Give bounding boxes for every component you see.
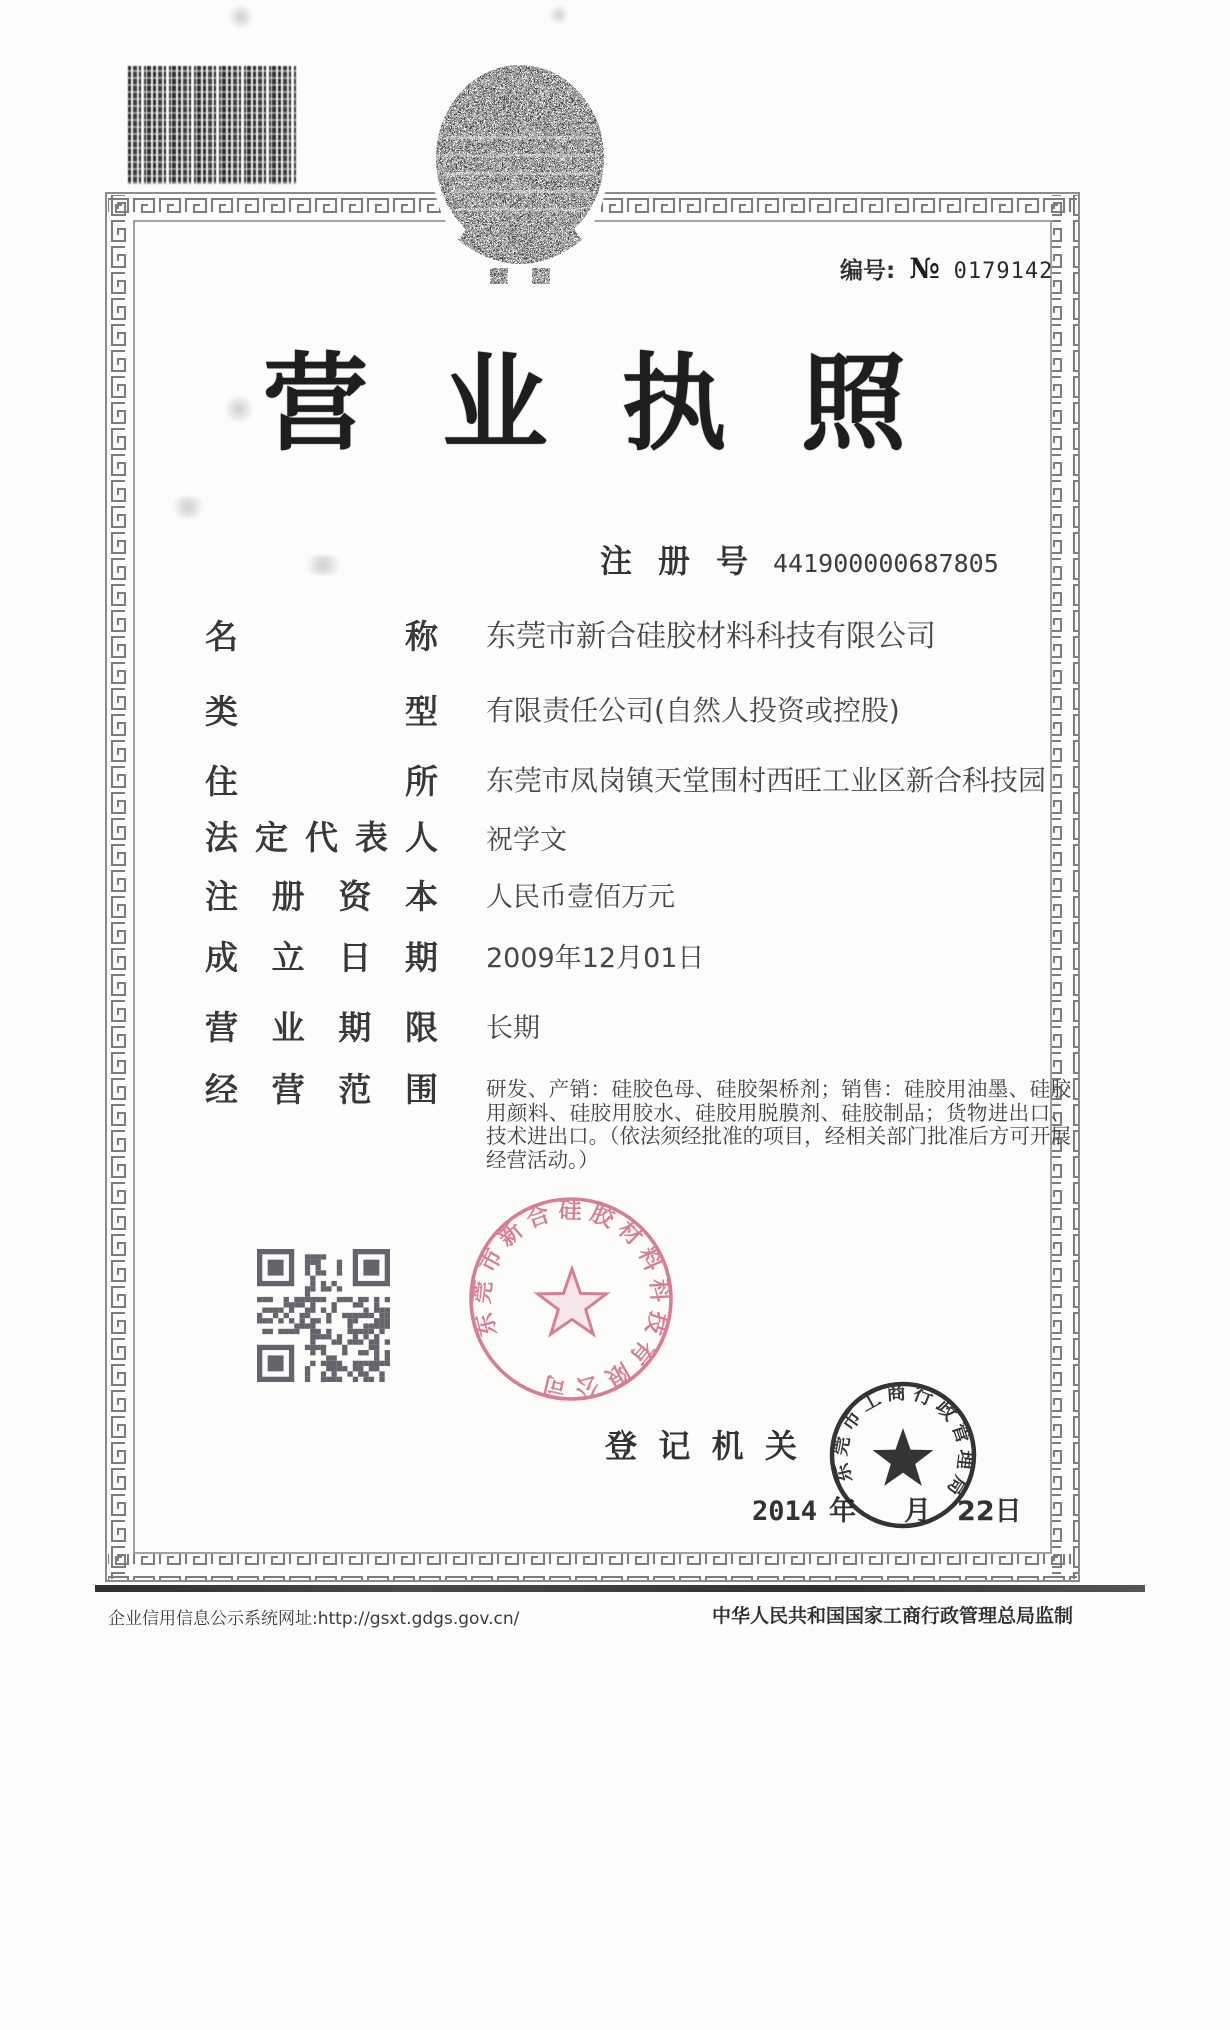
black-registrar-seal [818, 1370, 988, 1540]
red-company-seal [465, 1193, 677, 1405]
field-value-name: 东莞市新合硅胶材料科技有限公司 [486, 619, 936, 654]
scan-shadow-line [95, 1585, 1145, 1592]
day-label: 日 [994, 1496, 1022, 1527]
registrar-label: 登 记 机 关 [605, 1427, 797, 1465]
scan-smudge [548, 6, 570, 24]
footer-issuing-authority: 中华人民共和国国家工商行政管理总局监制 [712, 1605, 1074, 1627]
issue-year: 2014 [752, 1496, 818, 1527]
license-title: 营 业 执 照 [263, 343, 906, 465]
registration-label: 注 册 号 [600, 542, 748, 580]
numero-symbol: № [909, 252, 940, 285]
field-value-registered-capital: 人民币壹佰万元 [486, 882, 675, 913]
china-national-emblem-icon [432, 58, 612, 298]
registrar-seal-text: 东莞市工商行政管理局 [828, 1380, 978, 1505]
field-label-type: 类 型 [205, 692, 438, 731]
registration-number: 441900000687805 [773, 549, 999, 578]
footer-credit-system-url: 企业信用信息公示系统网址:http://gsxt.gdgs.gov.cn/ [108, 1609, 520, 1629]
registration-number-row [600, 536, 999, 582]
serial-number-row [840, 252, 1053, 285]
serial-label: 编号: [840, 258, 896, 284]
qr-code [257, 1249, 390, 1382]
field-label-registered-capital: 注 册 资 本 [205, 877, 438, 916]
serial-digits: 0179142 [953, 259, 1054, 284]
field-label-address: 住 所 [205, 762, 438, 801]
month-label: 月 [904, 1496, 932, 1527]
star-icon [538, 1269, 606, 1334]
year-label: 年 [829, 1496, 857, 1527]
field-value-address: 东莞市凤岗镇天堂围村西旺工业区新合科技园 [486, 764, 1047, 797]
field-label-name: 名 称 [205, 617, 438, 656]
field-value-type: 有限责任公司(自然人投资或控股) [486, 694, 900, 727]
field-label-business-scope: 经 营 范 围 [205, 1070, 438, 1109]
field-label-legal-representative: 法 定 代 表 人 [205, 818, 438, 857]
issue-day: 22 [957, 1496, 995, 1527]
field-value-business-scope: 研发、产销：硅胶色母、硅胶架桥剂；销售：硅胶用油墨、硅胶用颜料、硅胶用胶水、硅胶用脱膜剂、硅胶制品；货物进出口、技术进出口。（依法须经批准的项目，经相关部门批准后方可开展经营活动。） [486, 1077, 1071, 1172]
field-value-legal-representative: 祝学文 [486, 825, 567, 856]
star-icon [873, 1428, 934, 1486]
field-value-established-date: 2009年12月01日 [486, 943, 705, 974]
barcode [128, 66, 296, 184]
company-seal-text: 东莞市新合硅胶材料科技有限公司 [468, 1197, 673, 1402]
field-value-business-term: 长期 [486, 1013, 540, 1044]
field-label-business-term: 营 业 期 限 [205, 1008, 438, 1047]
field-label-established-date: 成 立 日 期 [205, 938, 438, 977]
scan-smudge [228, 4, 254, 30]
